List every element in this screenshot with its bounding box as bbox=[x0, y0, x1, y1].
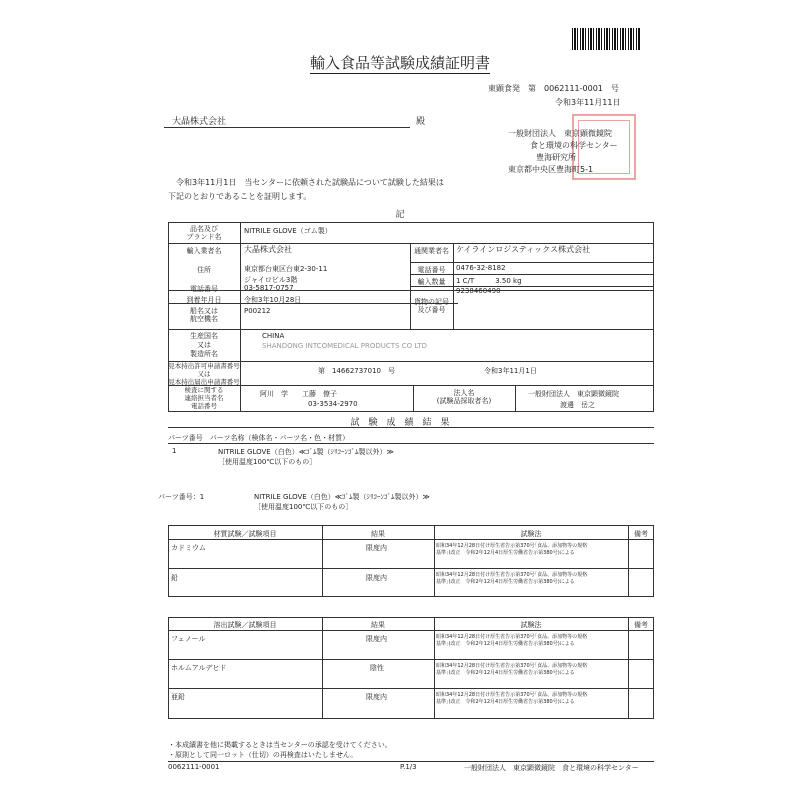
honorific: 殿 bbox=[416, 117, 426, 127]
intro-line-1: 令和3年11月1日 当センターに依頼された試験品について試験した結果は bbox=[176, 178, 444, 187]
t2-row-result: 限度内 bbox=[366, 635, 387, 643]
t2-row-method-2: 基準｣(改正 令和2年12月4日厚生労働省告示第380号)による bbox=[436, 699, 575, 705]
issuer-line-2: 食と環境の科学センター bbox=[530, 141, 618, 150]
label-customs-phone: 電話番号 bbox=[417, 266, 446, 274]
part2-label: パーツ番号：1 bbox=[158, 493, 205, 501]
part2-name: NITRILE GLOVE（白色）≪ｺﾞﾑ製（ｼﾘｺｰﾝｺﾞﾑ製以外）≫ bbox=[254, 493, 430, 501]
part2-temperature: ［使用温度100℃以下のもの］ bbox=[254, 503, 353, 511]
value-address-2: ジャイロビル3階 bbox=[244, 276, 298, 284]
results-title-rule bbox=[168, 427, 654, 428]
t2-row-method-2: 基準｣(改正 令和2年12月4日厚生労働省告示第380号)による bbox=[436, 641, 575, 647]
note-line-2: ・原則として同一ロット（仕切）の再検査はいたしません。 bbox=[168, 751, 358, 759]
parts-row-temperature: ［使用温度100℃以下のもの］ bbox=[218, 458, 317, 466]
addressee-name: 大晶株式会社 bbox=[172, 117, 227, 127]
footer-rule bbox=[168, 761, 654, 762]
footer-doc-number: 0062111-0001 bbox=[168, 763, 220, 771]
label-arrival: 到着年月日 bbox=[186, 296, 222, 304]
t2-header-item: 溶出試験／試験項目 bbox=[213, 621, 277, 629]
note-line-1: ・本成績書を他に掲載するときは当センターの承認を受けてください。 bbox=[168, 741, 392, 749]
t2-row-item: 亜鉛 bbox=[171, 693, 185, 701]
footer-organization: 一般財団法人 東京顕微鏡院 食と環境の科学センター bbox=[464, 764, 639, 772]
value-customs: ケイラインロジスティックス株式会社 bbox=[456, 245, 591, 254]
value-arrival: 令和3年10月28日 bbox=[244, 296, 302, 304]
label-cargo: 貨物の記号 及び番号 bbox=[414, 298, 449, 314]
t2-row-method-2: 基準｣(改正 令和2年12月4日厚生労働省告示第380号)による bbox=[436, 670, 575, 676]
value-ship: P00212 bbox=[244, 307, 271, 315]
value-corporation: 一般財団法人 東京顕微鏡院 bbox=[528, 390, 619, 398]
value-inspector-phone: 03-3534-2970 bbox=[308, 400, 358, 408]
results-title: 試 験 成 績 結 果 bbox=[350, 418, 450, 428]
t1-header-item: 材質試験／試験項目 bbox=[213, 530, 277, 538]
label-importer: 輸入業者名 bbox=[186, 247, 222, 255]
barcode bbox=[572, 28, 640, 50]
value-quantity: 1 C/T 3.50 kg bbox=[456, 277, 522, 285]
t1-header-method: 試験法 bbox=[520, 530, 542, 538]
label-customs: 通関業者名 bbox=[414, 247, 449, 255]
t2-header-remarks: 備考 bbox=[634, 621, 648, 629]
t1-row-result: 限度内 bbox=[366, 574, 387, 582]
t2-header-result: 結果 bbox=[371, 621, 385, 629]
label-origin: 生産国名 又は 製造所名 bbox=[190, 332, 218, 358]
t1-row-result: 限度内 bbox=[366, 544, 387, 552]
parts-header: パーツ番号 パーツ名称（検体名・パーツ名・色・材質） bbox=[168, 434, 350, 442]
value-cargo: 9238460490 bbox=[456, 287, 501, 295]
label-sample-permit: 見本持出許可申請書番号 又は 見本持出届出申請書番号 bbox=[168, 362, 240, 386]
intro-line-2: 下記のとおりであることを証明します。 bbox=[168, 192, 312, 201]
issuer-line-4: 東京都中央区豊海町5-1 bbox=[508, 165, 594, 174]
t2-row-method-1: 昭和34年12月28日付け厚生省告示第370号｢食品、添加物等の規格 bbox=[436, 634, 588, 640]
value-customs-phone: 0476-32-8182 bbox=[456, 264, 506, 272]
t1-header-remarks: 備考 bbox=[634, 530, 648, 538]
value-phone: 03-5817-0757 bbox=[244, 284, 294, 292]
t2-row-result: 陰性 bbox=[370, 664, 384, 672]
t1-row-method-1: 昭和34年12月28日付け厚生省告示第370号｢食品、添加物等の規格 bbox=[436, 543, 588, 549]
label-corporation: 法人名 (試験品採取者名) bbox=[436, 389, 492, 405]
t2-row-method-1: 昭和34年12月28日付け厚生省告示第370号｢食品、添加物等の規格 bbox=[436, 692, 588, 698]
label-inspector: 検査に関する 連絡担当者名 電話番号 bbox=[184, 386, 224, 410]
t2-row-item: ホルムアルデヒド bbox=[171, 664, 227, 672]
label-address: 住所 bbox=[197, 266, 211, 274]
value-sample-number: 第 14662737010 号 bbox=[318, 367, 395, 375]
t2-header-method: 試験法 bbox=[520, 621, 542, 629]
value-importer: 大晶株式会社 bbox=[244, 245, 292, 254]
addressee-underline bbox=[164, 127, 410, 128]
certificate-number: 東顕食発 第 0062111-0001 号 bbox=[488, 84, 619, 93]
value-address-1: 東京都台東区台東2-30-11 bbox=[244, 265, 328, 273]
value-origin-manufacturer: SHANDONG INTCOMEDICAL PRODUCTS CO LTD bbox=[262, 342, 427, 350]
value-inspector-names: 阿川 学 工藤 僚子 bbox=[260, 390, 337, 398]
footer-page: P.1/3 bbox=[400, 763, 417, 771]
issuer-line-3: 豊海研究所 bbox=[536, 153, 576, 162]
label-product: 品名及び ブランド名 bbox=[186, 225, 222, 241]
label-phone: 電話番号 bbox=[190, 285, 218, 293]
value-corporation-person: 渡邊 岳之 bbox=[560, 401, 595, 409]
t2-row-method-1: 昭和34年12月28日付け厚生省告示第370号｢食品、添加物等の規格 bbox=[436, 663, 588, 669]
label-quantity: 輸入数量 bbox=[417, 278, 446, 286]
value-sample-date: 令和3年11月1日 bbox=[484, 367, 537, 375]
value-origin: CHINA bbox=[262, 332, 285, 340]
value-product: NITRILE GLOVE（ゴム製） bbox=[244, 227, 332, 235]
document-title: 輸入食品等試験成績証明書 bbox=[309, 54, 490, 72]
parts-row-name: NITRILE GLOVE（白色）≪ｺﾞﾑ製（ｼﾘｺｰﾝｺﾞﾑ製以外）≫ bbox=[218, 448, 394, 456]
t1-row-item: カドミウム bbox=[171, 544, 206, 552]
ki-marker: 記 bbox=[395, 210, 405, 220]
t1-row-method-2: 基準｣(改正 令和2年12月4日厚生労働省告示第380号)による bbox=[436, 579, 575, 585]
t1-row-method-2: 基準｣(改正 令和2年12月4日厚生労働省告示第380号)による bbox=[436, 550, 575, 556]
issue-date: 令和3年11月11日 bbox=[555, 98, 621, 107]
t1-header-result: 結果 bbox=[371, 530, 385, 538]
label-ship: 船名又は 航空機名 bbox=[190, 307, 218, 323]
parts-row-number: 1 bbox=[172, 447, 177, 455]
issuer-line-1: 一般財団法人 東京顕微鏡院 bbox=[508, 129, 612, 138]
t2-row-item: フェノール bbox=[171, 635, 206, 643]
t1-row-item: 鉛 bbox=[171, 574, 178, 582]
t2-row-result: 限度内 bbox=[366, 693, 387, 701]
t1-row-method-1: 昭和34年12月28日付け厚生省告示第370号｢食品、添加物等の規格 bbox=[436, 572, 588, 578]
